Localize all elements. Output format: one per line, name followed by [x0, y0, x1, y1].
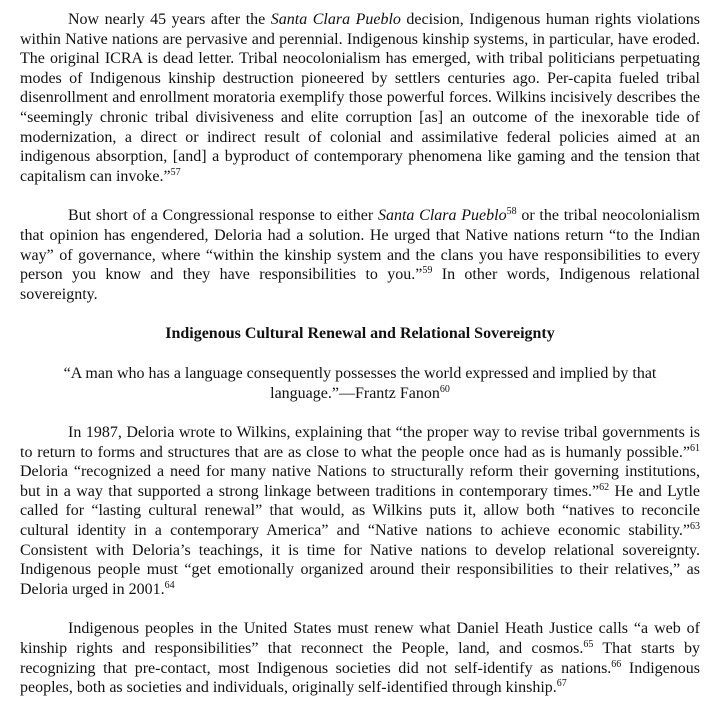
quote-text: “A man who has a language consequently possesses the world expressed and implied by that language.”—Frantz Fanon — [63, 364, 657, 402]
paragraph-gap — [20, 344, 700, 364]
text-run: In other words, Indigenous relational sovereignty. — [20, 266, 700, 303]
text-run: Indigenous peoples, both as societies and individuals, originally self-identified through kinship. — [20, 659, 700, 697]
epigraph-quote — [20, 364, 700, 403]
footnote-ref: 67 — [556, 678, 567, 690]
paragraph-gap — [20, 599, 700, 619]
text-run: Indigenous peoples in the United States must renew what Daniel Heath Justice calls “a web of kinship rights and responsibilities” that reconnect the People, land, and cosmos. — [20, 620, 700, 658]
footnote-ref: 61 — [690, 442, 700, 454]
footnote-ref: 58 — [506, 206, 517, 218]
text-run: or the tribal neocolonialism that opinion has engendered, Deloria had a solution. He urged that Native nations return “to the Indian way” of governance, where “within the kinship system and the clans you have responsibilities to every person you know and they have responsibilities to you.” — [20, 207, 701, 284]
footnote-ref: 64 — [164, 579, 175, 591]
case-name: Santa Clara Pueblo — [377, 207, 507, 225]
text-run: He and Lytle called for “lasting cultural renewal” that would, as Wilkins puts it, allow both “natives to reconcile cultural identity in a contemporary America” and “Native nations to achieve economic stability.” — [20, 482, 701, 540]
text-run: Now nearly 45 years after the — [68, 11, 271, 28]
paragraph-gap — [20, 403, 700, 423]
footnote-ref: 63 — [690, 521, 700, 533]
paragraph-1 — [20, 10, 700, 186]
paragraph-4 — [20, 619, 700, 697]
paragraph-2 — [20, 206, 700, 304]
text-run: Consistent with Deloria’s teachings, it is time for Native nations to develop relational sovereignty. Indigenous people must “get emotionally organized around their responsibilities to their relatives,” as Deloria urged in 2001. — [20, 541, 700, 598]
paragraph-gap — [20, 304, 700, 324]
paragraph-3 — [20, 423, 700, 599]
footnote-ref: 62 — [599, 481, 610, 493]
text-run: But short of a Congressional response to either — [68, 207, 378, 225]
footnote-ref: 59 — [422, 265, 433, 277]
footnote-ref: 66 — [611, 658, 622, 670]
text-run: decision, Indigenous human rights violations within Native nations are pervasive and perennial. Indigenous kinship systems, in particular, have eroded. The original ICRA is dead letter. Tribal neocolonialism has emerged, with tribal politicians perpetuating modes of Indigenous kinship destruction pioneered by settlers centuries ago. Per-capita fueled tribal disenrollment and enrollment moratoria exemplify those powerful forces. Wilkins incisively describes the “seemingly chronic tribal divisiveness and elite corruption [as] an outcome of the inexorable tide of modernization, a direct or indirect result of colonial and assimilative federal policies aimed at an indigenous absorption, [and] a byproduct of contemporary phenomena like gaming and the tension that capitalism can invoke.” — [20, 11, 701, 185]
text-run: That starts by recognizing that pre-contact, most Indigenous societies did not self-identify as nations. — [20, 640, 701, 677]
footnote-ref: 65 — [583, 639, 594, 651]
footnote-ref: 57 — [170, 166, 181, 178]
text-run: Deloria “recognized a need for many native Nations to structurally reform their governing institutions, but in a way that supported a strong linkage between traditions in contemporary times.” — [20, 463, 700, 500]
case-name: Santa Clara Pueblo — [270, 11, 401, 28]
footnote-ref: 60 — [439, 383, 450, 395]
paragraph-gap — [20, 186, 700, 206]
text-run: In 1987, Deloria wrote to Wilkins, explaining that “the proper way to revise tribal governments is to return to forms and structures that are as close to what the people once had as is humanly possible.” — [20, 424, 700, 461]
section-heading: Indigenous Cultural Renewal and Relational Sovereignty — [165, 325, 555, 343]
